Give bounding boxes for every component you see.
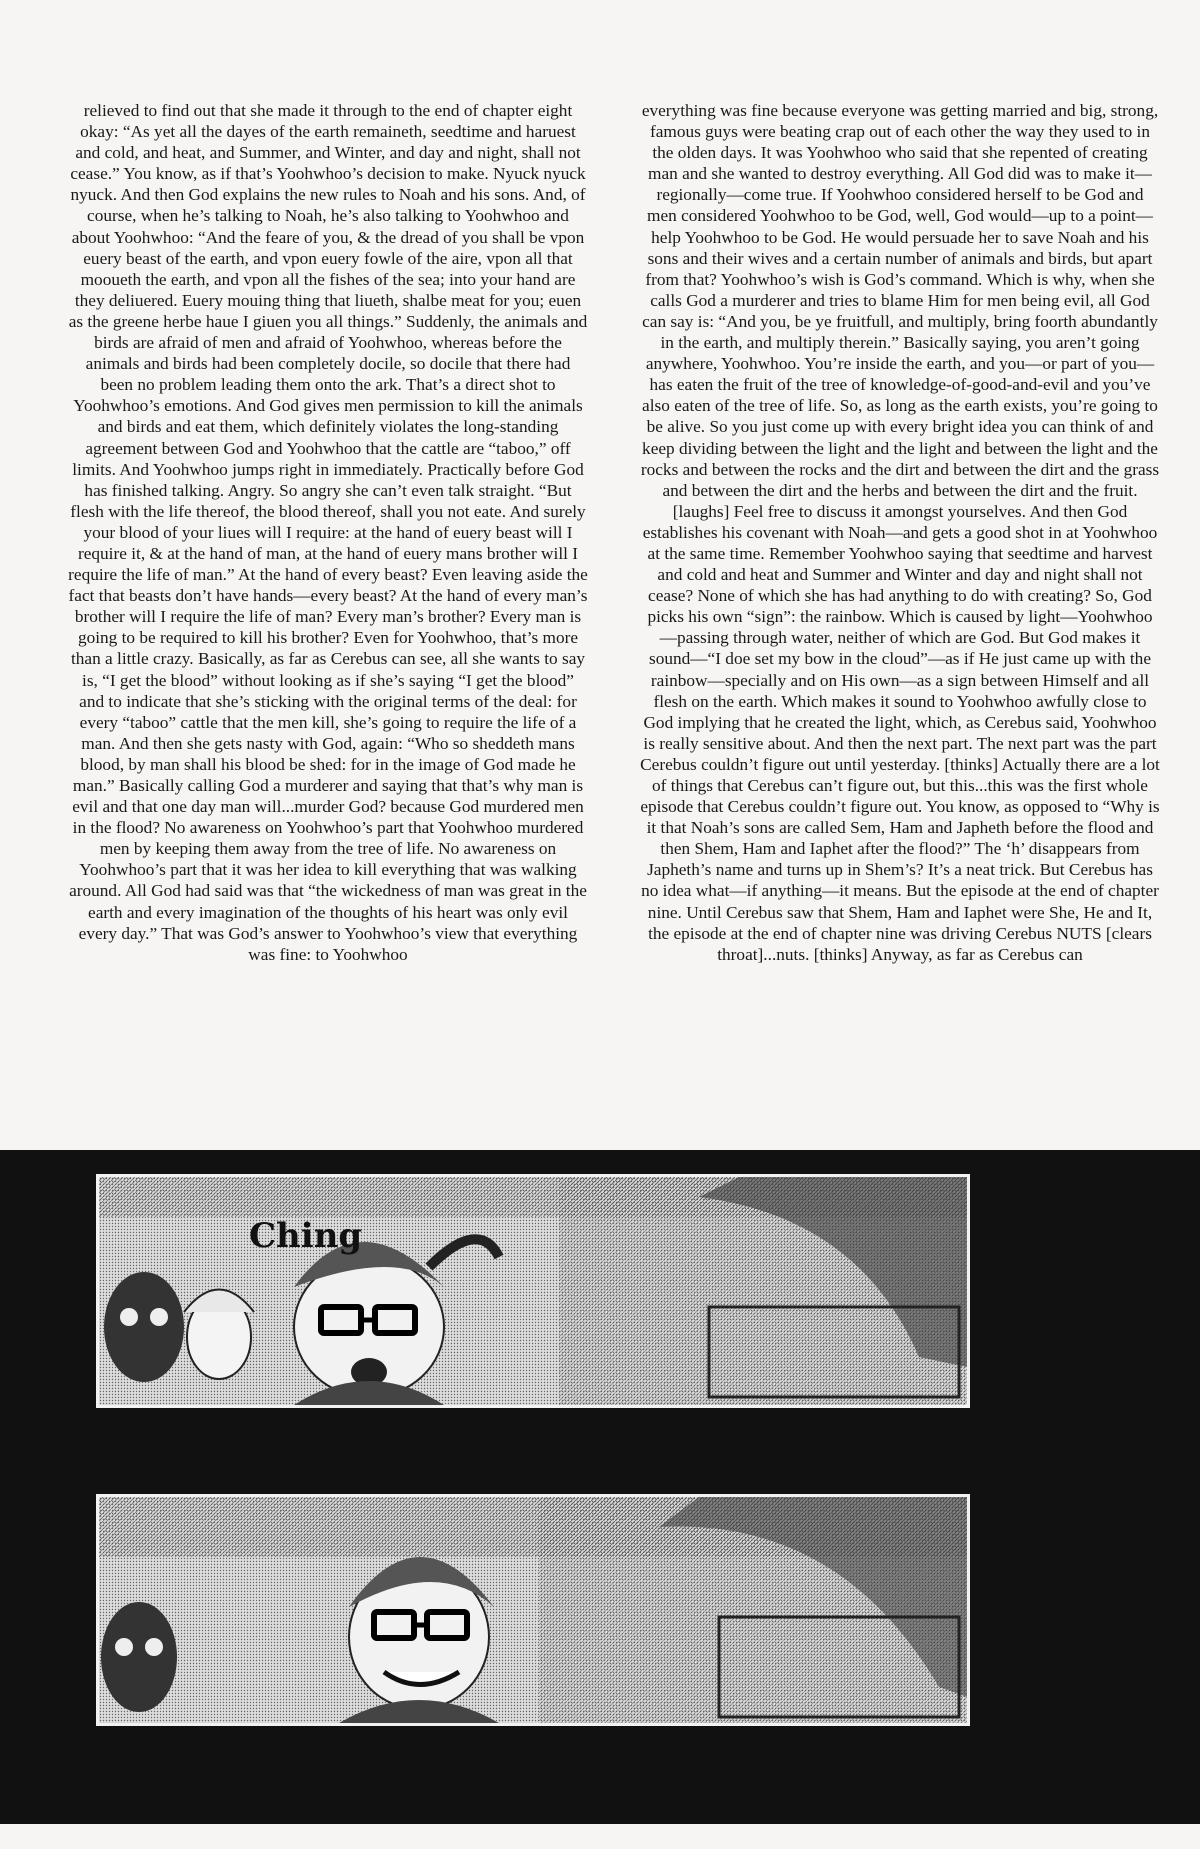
demon-mask-ornament bbox=[101, 1602, 177, 1712]
sound-effect: Ching bbox=[249, 1216, 363, 1256]
comic-art-band bbox=[0, 1150, 1200, 1824]
comic-panel-top bbox=[96, 1174, 970, 1408]
comic-panel-bottom bbox=[96, 1494, 970, 1726]
right-paragraph: everything was fine because everyone was getting married and big, strong, famous guys were beating crap out of each other the way they used to in the olden days. It was Yoohwhoo who said that she repented of creating man and she wanted to destroy everything. All God did was to make it—regionally—come true. If Yoohwhoo considered herself to be God and men considered Yoohwhoo to be God, well, God would—up to a point—help Yoohwhoo to be God. He would persuade her to save Noah and his sons and their wives and a certain number of animals and birds, but apart from that? Yoohwhoo’s wish is God’s command. Which is why, when she calls God a murderer and tries to blame Him for men being evil, all God can say is: “And you, be ye fruitfull, and multiply, bring foorth abundantly in the earth, and multiply therein.” Basically saying, you aren’t going anywhere, Yoohwhoo. You’re inside the earth, and you—or part of you—has eaten the fruit of the tree of knowledge-of-good-and-evil and you’ve also eaten of the tree of life. So, as long as the earth exists, you’re going to be alive. So you just come up with every bright idea you can think of and keep dividing between the light and the light and between the light and the rocks and between the rocks and the dirt and between the dirt and the grass and between the dirt and the herbs and between the dirt and the fruit. [laughs] Feel free to discuss it amongst yourselves. And then God establishes his covenant with Noah—and gets a good shot in at Yoohwhoo at the same time. Remember Yoohwhoo saying that seedtime and harvest and cold and heat and Summer and Winter and day and night shall not cease? None of which she has had anything to do with creating? So, God picks his own “sign”: the rainbow. Which is caused by light—Yoohwhoo—passing through water, neither of which are God. But God makes it sound—“I doe set my bow in the cloud”—as if He just came up with the rainbow—specially and on His own—as a sign between Himself and all flesh on the earth. Which makes it sound to Yoohwhoo awfully close to God implying that he created the light, which, as Cerebus said, Yoohwhoo is really sensitive about. And then the next part. The next part was the part Cerebus couldn’t figure out until yesterday. [thinks] Actually there are a lot of things that Cerebus can’t figure out, but this...this was the first whole episode that Cerebus couldn’t figure out. You know, as opposed to “Why is it that Noah’s sons are called Sem, Ham and Japheth before the flood and then Shem, Ham and Iaphet after the flood?” The ‘h’ disappears from Japheth’s name and turns up in Shem’s? It’s a neat trick. But Cerebus has no idea what—if anything—it means. But the episode at the end of chapter nine. Until Cerebus saw that Shem, Ham and Iaphet were She, He and It, the episode at the end of chapter nine was driving Cerebus NUTS [clears throat]...nuts. [thinks] Anyway, as far as Cerebus can bbox=[640, 101, 1160, 964]
left-paragraph: relieved to find out that she made it through to the end of chapter eight okay: “As yet all the dayes of the earth remaineth, seedtime and haruest and cold, and heat, and Summer, and Winter, and day and night, shall not cease.” You know, as if that’s Yoohwhoo’s decision to make. Nyuck nyuck nyuck. And then God explains the new rules to Noah and his sons. And, of course, when he’s talking to Noah, he’s also talking to Yoohwhoo and about Yoohwhoo: “And the feare of you, & the dread of you shall be vpon euery beast of the earth, and vpon euery fowle of the aire, vpon all that mooueth the earth, and vpon all the fishes of the sea; into your hand are they deliuered. Euery mouing thing that liueth, shalbe meat for you; euen as the greene herbe haue I giuen you all things.” Suddenly, the animals and birds are afraid of men and afraid of Yoohwhoo, whereas before the animals and birds had been completely docile, so docile that there had been no problem leading them onto the ark. That’s a direct shot to Yoohwhoo’s emotions. And God gives men permission to kill the animals and birds and eat them, which definitely violates the long-standing agreement between God and Yoohwhoo that the cattle are “taboo,” off limits. And Yoohwhoo jumps right in immediately. Practically before God has finished talking. Angry. So angry she can’t even talk straight. “But flesh with the life thereof, the blood thereof, shall you not eate. And surely your blood of your liues will I require: at the hand of euery beast will I require it, & at the hand of man, at the hand of euery mans brother will I require the life of man.” At the hand of every beast? Even leaving aside the fact that beasts don’t have hands—every beast? At the hand of every man’s brother will I require the life of man? Every man’s brother? Every man is going to be required to kill his brother? Even for Yoohwhoo, that’s more than a little crazy. Basically, as far as Cerebus can see, all she wants to say is, “I get the blood” without looking as if she’s saying “I get the blood” and to indicate that she’s sticking with the original terms of the deal: for every “taboo” cattle that the men kill, she’s going to require the life of a man. And then she gets nasty with God, again: “Who so sheddeth mans blood, by man shall his blood be shed: for in the image of God made he man.” Basically calling God a murderer and saying that that’s why man is evil and that one day man will...murder God? because God murdered men in the flood? No awareness on Yoohwhoo’s part that Yoohwhoo murdered men by keeping them away from the tree of life. No awareness on Yoohwhoo’s part that it was her idea to kill everything that was walking around. All God had said was that “the wickedness of man was great in the earth and every imagination of the thoughts of his heart was only evil every day.” That was God’s answer to Yoohwhoo’s view that everything was fine: to Yoohwhoo bbox=[68, 101, 588, 964]
panel-top-illustration bbox=[99, 1177, 967, 1405]
panel-bottom-illustration bbox=[99, 1497, 967, 1723]
demon-mask-ornament bbox=[104, 1272, 184, 1382]
left-text-column bbox=[68, 100, 588, 965]
right-text-column bbox=[640, 100, 1160, 965]
